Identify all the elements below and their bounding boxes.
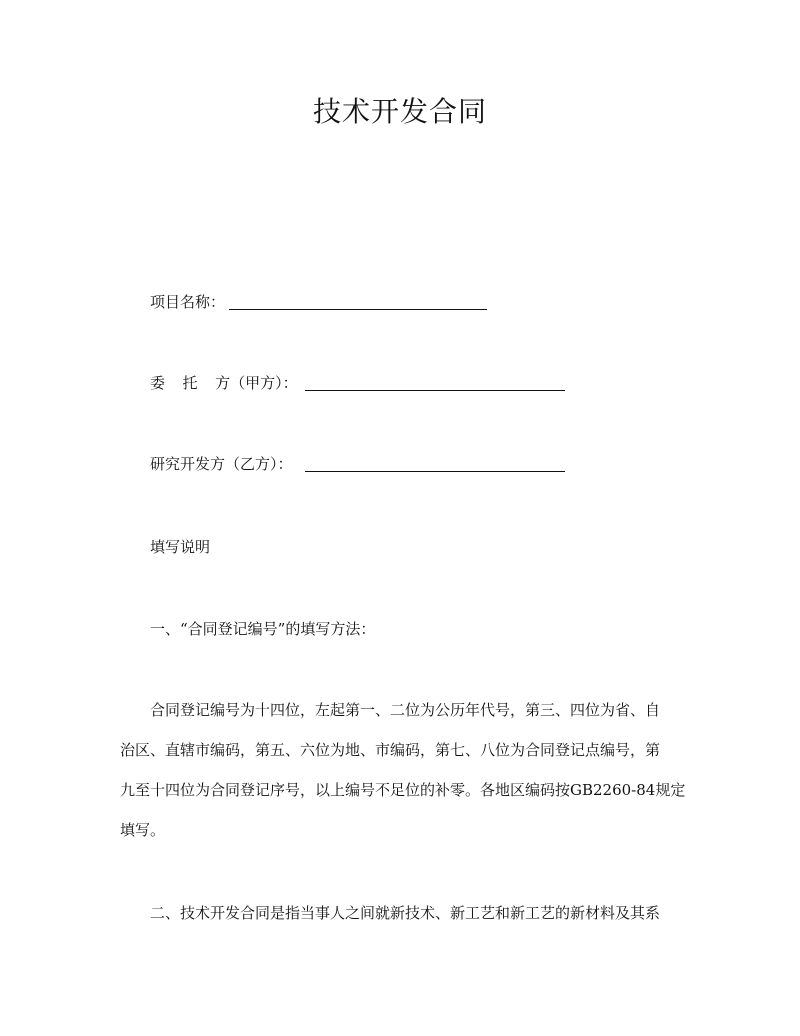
project-name-label: 项目名称： [150, 293, 226, 311]
section1-line [120, 810, 686, 850]
document-title: 技术开发合同 [312, 95, 487, 128]
developer-field [150, 454, 293, 474]
section1-heading: 一、“合同登记编号”的填写方法： [150, 620, 376, 638]
section1-line-text: 合同登记编号为十四位，左起第一、二位为公历年代号，第三、四位为省、自 [150, 701, 661, 719]
section2-line-text: 二、技术开发合同是指当事人之间就新技术、新工艺和新工艺的新材料及其系 [150, 904, 661, 922]
section1-line [120, 690, 686, 730]
section1-line-text: 填写。 [120, 821, 166, 839]
section1-line-text: 九至十四位为合同登记序号，以上编号不足位的补零。各地区编码按GB2260-84规定 [120, 781, 686, 799]
section1-line [120, 730, 686, 770]
instructions-heading: 填写说明 [150, 538, 211, 556]
client-label: 委 托 方（甲方）： [150, 374, 298, 392]
project-name-field [150, 292, 225, 312]
developer-blank[interactable] [305, 471, 565, 472]
client-blank[interactable] [305, 390, 565, 391]
developer-label: 研究开发方（乙方）： [150, 455, 293, 473]
section1-paragraph [120, 690, 686, 850]
section1-line [120, 770, 686, 810]
section1-line-text: 治区、直辖市编码，第五、六位为地、市编码，第七、八位为合同登记点编号，第 [120, 741, 661, 759]
project-name-blank[interactable] [229, 309, 487, 310]
section2-line [150, 893, 690, 933]
client-field [150, 373, 298, 393]
section2-paragraph [150, 893, 690, 933]
